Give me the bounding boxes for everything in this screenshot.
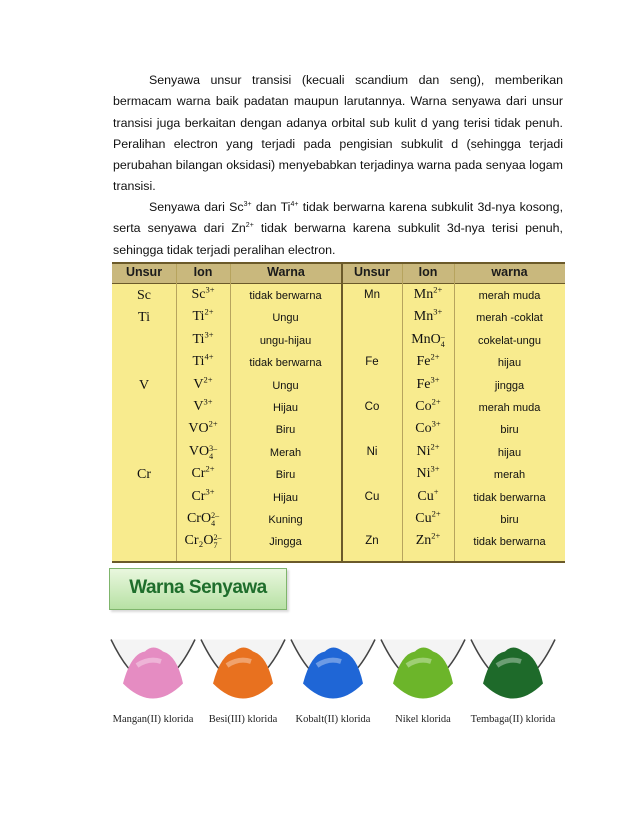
intro-text: Senyawa unsur transisi (kecuali scandium dan seng), memberikan bermacam warna baik padatan maupun larutannya. Warna senyawa dari unsur transisi juga berkaitan dengan adanya orbital sub kulit d yang terisi tidak penuh. Peralihan electron yang terjadi pada pengisian subkulit d (sehingga terjadi perubahan bilangan oksidasi) menyebabkan terjadinya warna pada senyaa logam transisi. <box>113 73 563 194</box>
ion-symbol: Mn <box>413 287 434 302</box>
ion-symbol: Ti <box>192 331 205 347</box>
ion-charge: 2+ <box>430 351 440 362</box>
ion-symbol: Cu <box>415 511 432 526</box>
header-warna-right: warna <box>491 265 528 279</box>
ion-symbol: Fe <box>416 376 431 392</box>
ion-charge: 3+ <box>431 418 441 429</box>
cell-ion <box>176 485 230 505</box>
cell-ion <box>176 418 230 437</box>
cell-ion <box>176 351 230 370</box>
sample-dish-3 <box>379 628 467 723</box>
ion-charge-sup: 3– <box>209 443 218 453</box>
ion-charge: 2+ <box>203 373 213 384</box>
cell-ion <box>402 463 454 482</box>
charge-sc: 3+ <box>243 200 252 208</box>
cell-warna: jingga <box>494 379 525 392</box>
sample-caption: Kobalt(II) klorida <box>295 714 371 725</box>
cell-warna: ungu-hijau <box>259 334 312 347</box>
ion-color-table <box>112 262 565 563</box>
ion-charge: 3+ <box>430 373 440 384</box>
ion-symbol: VO <box>188 443 210 459</box>
charge-ti: 4+ <box>290 200 299 208</box>
cell-warna: tidak berwarna <box>473 491 546 504</box>
cell-ion <box>176 306 230 325</box>
ion-symbol: CrO <box>186 511 212 526</box>
cell-ion <box>176 373 230 393</box>
cell-unsur: Zn <box>365 535 379 548</box>
ion-symbol: Cr <box>191 466 206 482</box>
cell-ion <box>402 332 454 349</box>
warna-senyawa-banner <box>109 568 287 610</box>
cell-unsur: Mn <box>364 289 380 301</box>
cell-ion <box>402 351 454 370</box>
cell-unsur: Cr <box>137 467 151 483</box>
explanation-text-1: Senyawa dari Sc <box>149 200 244 214</box>
cell-ion <box>176 533 230 550</box>
cell-warna: tidak berwarna <box>249 290 322 302</box>
ion-charge: 4+ <box>204 351 214 362</box>
ion-symbol: Cr₂O <box>184 533 214 549</box>
cell-unsur: Ni <box>366 445 378 458</box>
cell-warna: Ungu <box>272 379 299 392</box>
ion-symbol: Mn <box>413 309 434 325</box>
ion-charge <box>211 512 219 528</box>
header-unsur-right: Unsur <box>353 265 391 279</box>
cell-unsur: V <box>138 377 150 393</box>
sample-caption: Mangan(II) klorida <box>112 714 194 725</box>
cell-warna: Hijau <box>272 402 299 414</box>
cell-warna: tidak berwarna <box>249 357 322 370</box>
cell-unsur: Fe <box>365 356 379 369</box>
ion-symbol: Co <box>415 421 432 437</box>
header-unsur-left: Unsur <box>125 265 163 279</box>
ion-charge: + <box>433 485 439 496</box>
header-ion-right: Ion <box>418 265 438 279</box>
ion-symbol: V <box>193 399 204 414</box>
ion-charge: 3+ <box>430 463 440 474</box>
cell-ion <box>402 441 454 460</box>
ion-symbol: VO <box>188 421 209 437</box>
cell-warna: merah <box>493 469 526 482</box>
ion-subscript: 4 <box>209 451 214 461</box>
cell-warna: merah muda <box>478 402 541 414</box>
explanation-paragraph <box>113 197 563 261</box>
cell-ion <box>402 508 454 527</box>
cell-warna: Kuning <box>268 514 303 526</box>
cell-ion <box>176 444 230 461</box>
ion-subscript: 7 <box>213 541 218 551</box>
ion-symbol: Ni <box>416 443 431 459</box>
ion-subscript: 4 <box>440 339 445 349</box>
ion-symbol: Ni <box>416 466 431 482</box>
cell-warna: Merah <box>269 446 302 459</box>
ion-charge-sup: – <box>440 331 445 341</box>
ion-charge <box>441 333 445 349</box>
cell-unsur: Sc <box>137 288 151 303</box>
ion-charge: 2+ <box>205 463 215 474</box>
cell-warna: Jingga <box>269 536 302 549</box>
cell-warna: Ungu <box>272 312 299 325</box>
ion-charge-sup: 2– <box>211 511 220 520</box>
sample-dish-1 <box>199 628 287 723</box>
ion-charge: 3+ <box>205 485 215 496</box>
charge-zn: 2+ <box>245 222 254 230</box>
cell-ion <box>176 463 230 482</box>
cell-unsur: Cu <box>364 490 380 503</box>
cell-unsur: Co <box>364 401 380 413</box>
ion-symbol: Co <box>415 399 432 414</box>
cell-ion <box>402 396 454 415</box>
ion-charge: 3+ <box>205 284 215 295</box>
ion-symbol: Ti <box>192 309 205 325</box>
cell-ion <box>176 329 230 348</box>
banner-title: Warna Senyawa <box>129 577 267 598</box>
ion-symbol: Cu <box>417 488 434 504</box>
cell-warna: cokelat-ungu <box>478 334 541 347</box>
ion-charge: 2+ <box>431 508 441 519</box>
intro-paragraph <box>113 70 563 198</box>
sample-caption: Tembaga(II) klorida <box>470 714 556 725</box>
header-warna-left: Warna <box>267 265 305 279</box>
ion-charge: 2+ <box>433 284 443 295</box>
ion-symbol: Fe <box>416 354 431 370</box>
ion-charge <box>209 445 217 461</box>
sample-caption: Besi(III) klorida <box>208 714 278 725</box>
cell-warna: hijau <box>497 357 522 370</box>
ion-charge: 3+ <box>204 329 214 340</box>
explanation-text-4: tidak berwarna karena subkulit 3d-nya terisi penuh, sehingga tidak terjadi peralihan electron. <box>113 221 563 257</box>
cell-ion <box>402 373 454 393</box>
ion-subscript: 4 <box>211 519 216 528</box>
ion-charge <box>214 534 222 550</box>
cell-warna: merah -coklat <box>476 312 543 325</box>
explanation-text-2: dan Ti <box>251 200 291 214</box>
ion-symbol: Zn <box>415 533 432 549</box>
ion-symbol: Cr <box>191 488 206 504</box>
cell-ion <box>402 485 454 505</box>
cell-ion <box>176 396 230 415</box>
sample-dish-0 <box>109 628 197 723</box>
cell-warna: biru <box>500 424 519 437</box>
cell-unsur: Ti <box>138 310 150 326</box>
ion-charge: 2+ <box>208 418 218 429</box>
cell-ion <box>402 530 454 549</box>
cell-ion <box>176 511 230 528</box>
cell-ion <box>176 284 230 303</box>
ion-charge: 3+ <box>433 306 443 317</box>
ion-charge: 2+ <box>204 306 214 317</box>
sample-dish-4 <box>469 628 557 723</box>
cell-warna: merah muda <box>478 290 541 302</box>
cell-warna: Hijau <box>272 491 299 504</box>
ion-charge: 2+ <box>430 441 440 452</box>
table-header <box>112 264 565 284</box>
cell-warna: Biru <box>275 469 296 482</box>
salt-samples-photo <box>109 628 557 738</box>
cell-warna: tidak berwarna <box>473 536 546 549</box>
explanation-text-3: tidak berwarna karena subkulit 3d-nya kosong, serta senyawa dari Zn <box>113 200 564 236</box>
ion-symbol: V <box>193 376 204 392</box>
cell-warna: hijau <box>497 446 522 459</box>
cell-ion <box>402 284 454 303</box>
header-ion-left: Ion <box>193 265 213 279</box>
ion-symbol: Ti <box>192 354 205 370</box>
cell-ion <box>402 306 454 325</box>
cell-warna: Biru <box>275 424 296 437</box>
sample-caption: Nikel klorida <box>395 714 451 725</box>
cell-warna: biru <box>500 514 519 526</box>
cell-ion <box>402 418 454 437</box>
ion-charge: 2+ <box>431 396 441 407</box>
ion-charge: 2+ <box>431 530 441 541</box>
ion-charge-sup: 2– <box>213 533 222 543</box>
ion-symbol: Sc <box>191 287 206 302</box>
ion-symbol: MnO <box>411 331 441 347</box>
sample-dish-2 <box>289 628 377 723</box>
ion-charge: 3+ <box>203 396 213 407</box>
